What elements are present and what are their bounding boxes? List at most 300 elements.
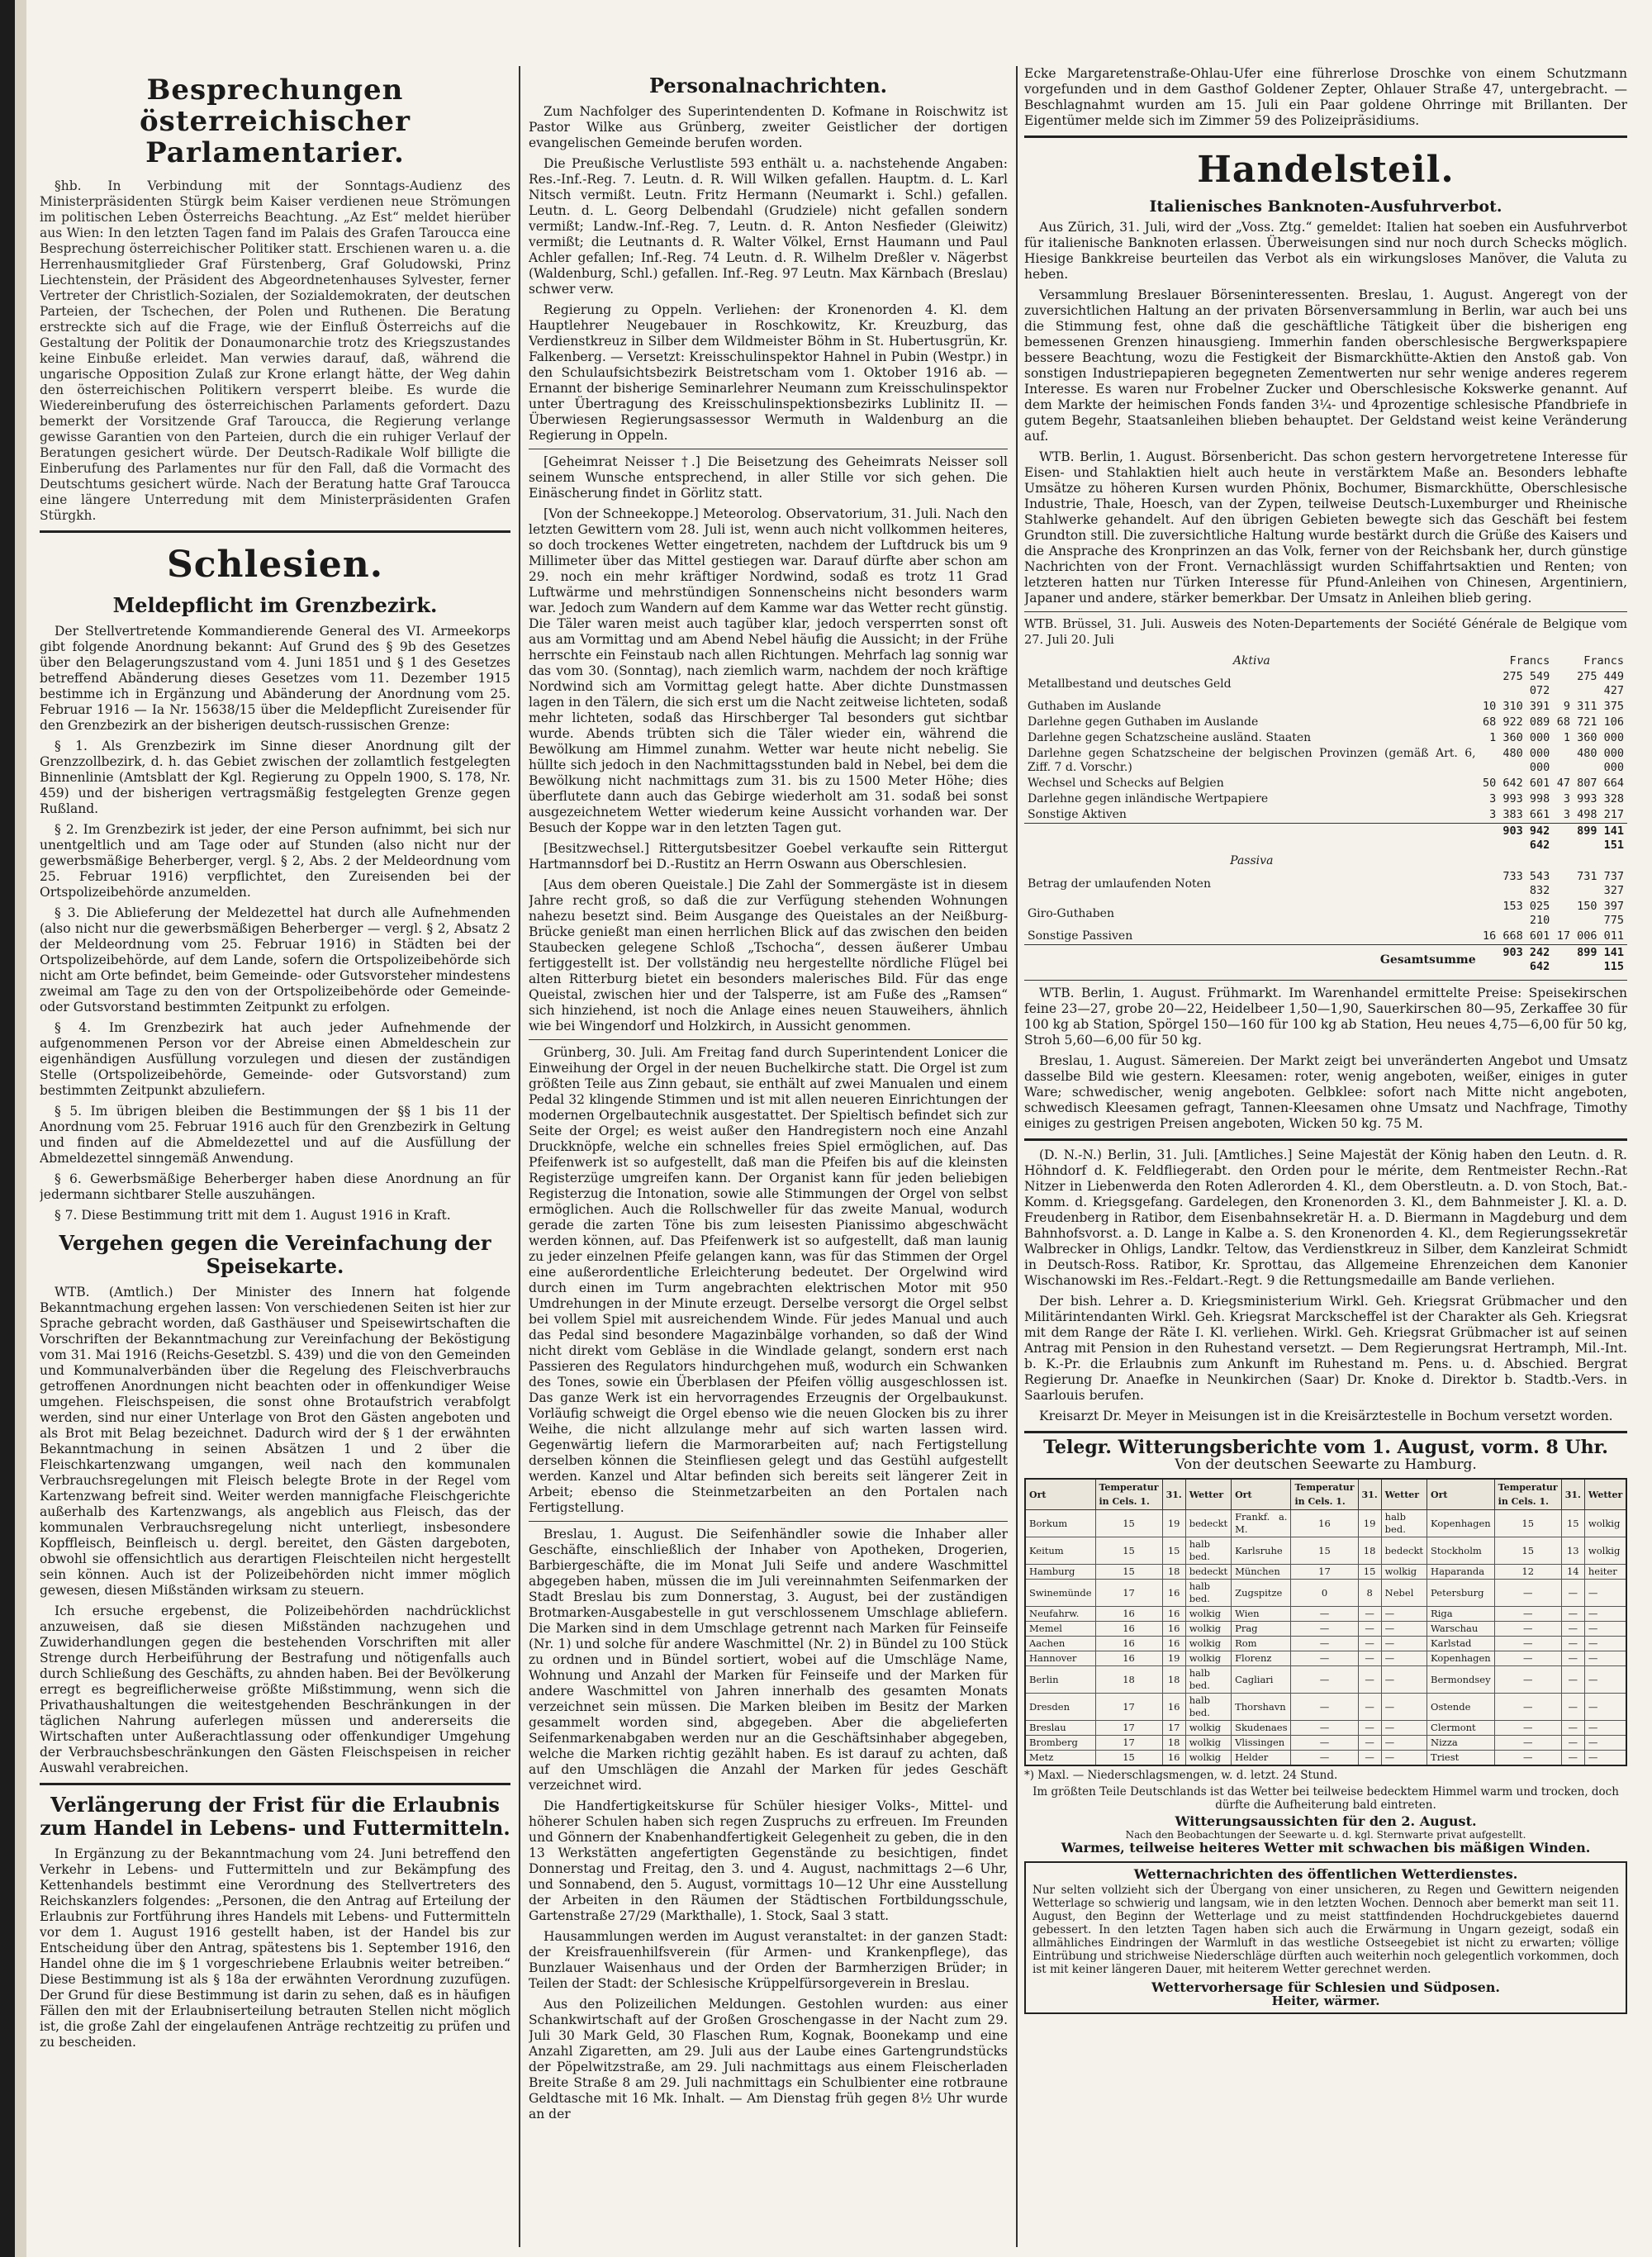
weather-cell: 17 [1095,1694,1162,1721]
weather-cell: 16 [1162,1580,1185,1607]
weather-row [1025,1637,1626,1651]
headline-speisekarte: Vergehen gegen die Vereinfachung der Speisekarte. [59,1231,491,1278]
divider [1024,611,1627,612]
weather-cell: 8 [1358,1580,1381,1607]
weather-cell: — [1494,1651,1561,1666]
scan-edge-shadow [15,0,26,2257]
table-cell: Giro-Guthaben [1028,906,1114,920]
section-divider [1024,135,1627,138]
table-row [1024,699,1627,715]
article-text: Ich ersuche ergebenst, die Polizeibehörden nachdrücklichst anzuweisen, daß sie diesen Mißständen nachzugehen und Zuwiderhandlungen gegen die bestehenden Vorschriften mit aller Strenge durch Herbeiführung der Bestrafung und nötigenfalls auch durch Schließung des Geschäfts, zu ahnden haben. Bei der Bevölkerung erregt es begreiflicherweise größte Mißstimmung, wenn sich die Privathaushaltungen die weitestgehenden Beschränkungen in der täglichen Nahrung auferlegen müssen und andererseits die Wirtschaften unter Außerachtlassung oder offenkundiger Umgehung der Verbrauchsbeschränkungen den Gästen Fleischspeisen in reicher Auswahl verabreichen. [40,1604,510,1775]
article-text: WTB. Berlin, 1. August. Börsenbericht. Das schon gestern hervorgetretene Interesse für Eisen- und Stahlaktien hielt auch heute in verstärktem Maße an. Besonders lebhafte Umsätze zu höheren Kursen wurden Phönix, Bochumer, Bismarckhütte, Oberschlesische Industrie, Thale, Hoesch, van der Zypen, teilweise Deutsch-Luxemburger und Rheinische Stahlwerke gehandelt. Auf den übrigen Gebieten bewegte sich das Geschäft bei festem Grundton still. Die zuversichtliche Haltung wurde bestärkt durch die Grüße des Kaisers und die Ansprache des Kronprinzen an das Volk, ferner von der Reichsbank her, durch günstige Nachrichten von der Front. Vernachlässigt wurden Schiffahrtsaktien und Renten; von letzteren hatten nur Türken Interesse für Pfund-Anleihen von Chinesen, Argentiniern, Japaner und andere, stärker bemerkbar. Der Umsatz in Anleihen blieb gering. [1024,449,1627,606]
weather-cell: — [1494,1637,1561,1651]
article-text: Aus Zürich, 31. Juli, wird der „Voss. Ztg.“ gemeldet: Italien hat soeben ein Ausfuhrverbot für italienische Banknoten erlassen. Überweisungen sind nur noch durch Schecks möglich. Hiesige Bankkreise beurteilen das Verbot als ein wirkungsloses Manöver, die Valuta zu heben. [1024,220,1627,282]
weather-row [1025,1666,1626,1694]
article-text: Der Stellvertretende Kommandierende General des VI. Armeekorps gibt folgende Anordnung bekannt: Auf Grund des § 9b des Gesetzes über den Belagerungszustand vom 4. Juni 1851 und § 1 des Gesetzes betreffend Abänderung dieses Gesetzes vom 11. Dezember 1915 bestimme ich in Ergänzung und Abänderung der Anordnung vom 25. Februar 1916 — Ia Nr. 15638/15 über die Meldepflicht Zureisender für den Grenzbezirk an der bisherigen deutsch-russischen Grenze: [40,624,510,733]
article-text: Kreisarzt Dr. Meyer in Meisungen ist in die Kreisärztestelle in Bochum versetzt worden. [1039,1409,1613,1423]
weather-cell: 18 [1358,1537,1381,1565]
table-cell: 68 922 089 [1483,715,1550,729]
article-text: Hausammlungen werden im August veranstaltet: in der ganzen Stadt: der Kreisfrauenhilfsverein (für Armen- und Krankenpflege), das Bunzlauer Waisenhaus und der Orden der Barmherzigen Brüder; in Teilen der Stadt: der Schlesische Krüppelfürsorgeverein in Breslau. [529,1929,1008,1991]
table-row [1024,869,1627,899]
article-text: In Ergänzung zu der Bekanntmachung vom 24. Juni betreffend den Verkehr in Lebens- und Futtermitteln und zur Bekämpfung des Kettenhandels bestimmt eine Verordnung des Stellvertreters des Reichskanzlers folgendes: „Personen, die den Antrag auf Erteilung der Erlaubnis zur Fortführung ihres Handels mit Lebens- und Futtermitteln vor dem 1. August 1916 gestellt haben, ist der Handel bis zur Entscheidung über den Antrag, spätestens bis 1. September 1916, den Handel ohne die im § 1 vorgeschriebene Erlaubnis weiter betreiben.“ Diese Bestimmung ist als § 18a der erwähnten Verordnung zuzufügen. Der Grund für diese Bestimmung ist darin zu sehen, daß es in häufigen Fällen den mit der Erlaubniserteilung betrauten Stellen nicht möglich ist, die große Zahl der eingelaufenen Anträge rechtzeitig zu prüfen und zu bescheiden. [40,1846,510,2050]
table-cell: 47 807 664 [1556,777,1624,790]
weather-row [1025,1580,1626,1607]
section-divider [40,530,510,533]
weather-service-box [1024,1861,1627,2014]
weather-cell: bedeckt [1381,1537,1427,1565]
weather-cell: — [1381,1751,1427,1766]
weather-cell: wolkig [1185,1651,1231,1666]
weather-cell: — [1494,1736,1561,1751]
table-cell: Darlehne gegen inländische Wertpapiere [1028,792,1269,805]
headline-frist: Verlängerung der Frist für die Erlaubnis zum Handel in Lebens- und Futtermitteln. [40,1793,510,1840]
weather-cell: Haparanda [1427,1565,1495,1580]
weather-col-header: Temperatur in Cels. 1. [1494,1479,1561,1510]
bank-statement-table [1024,653,1627,975]
weather-cell: Zugspitze [1232,1580,1291,1607]
scan-edge [0,0,15,2257]
article-text: [Von der Schneekoppe.] Meteorolog. Observatorium, 31. Juli. Nach den letzten Gewittern vom 28. Juli ist, wenn auch nicht vollkommen heiteres, so doch trockenes Wetter eingetreten, nachdem der Luftdruck bis um 9 Millimeter über das Mittel gestiegen war. Darauf dürfte aber schon am 29. noch ein mehr kräftiger Nordwind, sodaß es trotz 11 Grad Luftwärme und mehrstündigen Sonnenscheins nicht besonders warm war. Jedoch zum Wandern auf dem Kamme war das Wetter recht günstig. Die Täler waren meist auch tagüber klar, jedoch versperrten sonst oft aus am Vormittag und am Abend Nebel häufig die Aussicht; in der Frühe herrschte ein Feinstaub nach allen Richtungen. Mehrfach lag sonnig war das vom 30. (Sonntag), nach ziemlich warm, nachdem der noch kräftige Nordwind sich am Vormittag gelegt hatte. Aber dichte Dunstmassen lagen in den Tälern, die sich erst um die Nacht zeitweise lichteten, sodaß mehr lichteten, sodaß das Hirschberger Tal besonders gut sichtbar wurde. Abends trübten sich die Täler wieder ein, während die Bewölkung am Himmel zunahm. Wetter war heute nicht nebelig. Sie hüllte sich jedoch in den Nachmittagsstunden bald in Nebel, bei dem die Bewölkung nicht nachmittags zum 31. bis zu 1500 Meter Höhe; dies überflutete dann auch das Gebirge wiederholt am 31. sodaß bei sonst ausgezeichnetem Wetter wiederum keine Aussicht vorhanden war. Der Besuch der Koppe war in den letzten Tagen gut. [529,506,1008,835]
table-cell: Metallbestand und deutsches Geld [1028,677,1232,691]
weather-forecast-title: Wettervorhersage für Schlesien und Südposen. [1151,1979,1500,1995]
weather-cell: 16 [1162,1751,1185,1766]
weather-cell: — [1381,1736,1427,1751]
weather-col-header: Wetter [1185,1479,1231,1510]
table-row [1024,791,1627,807]
weather-row [1025,1651,1626,1666]
table-cell: 68 721 106 [1556,715,1624,729]
table-cell: 275 449 427 [1577,670,1624,697]
weather-forecast-text: Heiter, wärmer. [1271,1993,1380,2008]
table-row [1024,730,1627,746]
weather-cell: wolkig [1381,1565,1427,1580]
weather-col-header: Wetter [1381,1479,1427,1510]
weather-outlook-title: Witterungsaussichten für den 2. August. [1175,1813,1477,1829]
table-cell: Darlehne gegen Guthaben im Auslande [1028,715,1259,729]
table-cell: 3 993 328 [1563,792,1624,805]
weather-cell: halb bed. [1185,1694,1231,1721]
headline-meldepflicht: Meldepflicht im Grenzbezirk. [112,593,438,617]
article-text: WTB. (Amtlich.) Der Minister des Innern hat folgende Bekanntmachung ergehen lassen: Von verschiedenen Seiten ist hier zur Sprache gebracht worden, daß Gasthäuser und Speisewirtschaften die Vorschriften der Bekanntmachung zur Vereinfachung der Beköstigung vom 31. Mai 1916 (Reichs-Gesetzbl. S. 439) und die von den Gemeinden und Kommunalverbänden über die Regelung des Fleischverbrauchs getroffenen Anordnungen nicht beachten oder in offenkundiger Weise umgehen. Fleischspeisen, die sonst ohne Brotaufstrich verabfolgt werden, sind nur einer Unterlage von Brot den Gästen angeboten und als Brot mit Belag bezeichnet. Dadurch wird der § 1 der erwähnten Bekanntmachung in seinen Absätzen 1 und 2 über die Fleischkartenzwang umgangen, weil nach den kommunalen Verbrauchsregelungen mit Fleisch belegte Brote in der Regel vom Kartenzwang befreit sind. Weiter werden mannigfache Fleischgerichte außerhalb des Kartenzwangs, als angeblich aus Fleisch, das der kommunalen Verbrauchsregelung nicht unterliegt, insbesondere Kopffleisch, Beinfleisch u. dergl. bereitet, den Gästen dargeboten, obwohl sie offensichtlich aus derartigen Fleischteilen nicht hergestellt sein können. Auch ist der Polizeibehörden nicht immer möglich gewesen, diesen Mißständen wirksam zu steuern. [40,1285,510,1598]
weather-cell: wolkig [1185,1721,1231,1736]
bank-col-header: Francs [1509,654,1550,668]
weather-cell: — [1381,1694,1427,1721]
weather-col-header: Ort [1025,1479,1095,1510]
section-divider [1024,1138,1627,1141]
weather-cell: Hannover [1025,1651,1095,1666]
weather-cell: Helder [1232,1751,1291,1766]
weather-cell: Dresden [1025,1694,1095,1721]
article-text: Versammlung Breslauer Börseninteressenten. Breslau, 1. August. Angeregt von der zuversichtlichen Haltung an der privaten Börsenversammlung in Berlin, war auch bei uns die Stimmung fest, ohne daß die geschäftliche Tätigkeit über die bisherigen eng bemessenen Grenzen hinausgieng. Immerhin fanden oberschlesische Bergwerkspapiere bessere Beachtung, wozu die Festigkeit der Bismarckhütte-Aktien den Anstoß gab. Von sonstigen Industriepapieren begegneten Zementwerten nur sehr wenige anderes regerem Interesse. Es waren nur Frobelner Zucker und Oberschlesische Kokswerke genannt. Auf dem Markte der heimischen Fonds fanden 3¼- und 4prozentige schlesische Pfandbriefe in gutem Begehr, Staatsanleihen blieben behauptet. Der Geldstand weist keine Veränderung auf. [1024,287,1627,444]
weather-cell: Karlstad [1427,1637,1495,1651]
table-cell: Sonstige Passiven [1028,929,1133,943]
weather-cell: Warschau [1427,1622,1495,1637]
weather-row [1025,1565,1626,1580]
weather-cell: Aachen [1025,1637,1095,1651]
bank-total-value: 903 942 642 [1479,824,1554,854]
weather-cell: 18 [1162,1565,1185,1580]
weather-col-header: Ort [1232,1479,1291,1510]
divider [1024,980,1627,981]
table-cell: Sonstige Aktiven [1028,808,1127,821]
table-cell: Darlehne gegen Schatzscheine ausländ. Staaten [1028,731,1312,744]
weather-cell: 13 [1561,1537,1584,1565]
weather-cell: 17 [1291,1565,1358,1580]
bank-total-value: 903 242 642 [1479,945,1554,976]
table-row [1024,929,1627,945]
weather-cell: 15 [1095,1537,1162,1565]
weather-cell: Cagliari [1232,1666,1291,1694]
weather-cell: 15 [1162,1537,1185,1565]
weather-row [1025,1721,1626,1736]
weather-cell: — [1584,1666,1626,1694]
table-row [1024,746,1627,776]
section-divider [1024,1431,1627,1433]
weather-cell: — [1584,1637,1626,1651]
table-cell: 3 498 217 [1563,808,1624,821]
column-1 [40,66,510,2247]
weather-outlook-text: Warmes, teilweise heiteres Wetter mit schwachen bis mäßigen Winden. [1061,1840,1591,1855]
weather-col-header: 31. [1162,1479,1185,1510]
weather-report-subtitle: Von der deutschen Seewarte zu Hamburg. [1175,1456,1477,1473]
weather-cell: — [1561,1580,1584,1607]
weather-cell: Riga [1427,1607,1495,1622]
weather-col-header: Wetter [1584,1479,1626,1510]
table-cell: 731 737 327 [1577,870,1624,897]
weather-cell: — [1561,1751,1584,1766]
bank-total-label: Gesamtsumme [1024,945,1479,976]
weather-cell: 15 [1291,1537,1358,1565]
weather-cell: 16 [1162,1622,1185,1637]
weather-cell: wolkig [1185,1736,1231,1751]
weather-cell: wolkig [1185,1751,1231,1766]
weather-cell: Florenz [1232,1651,1291,1666]
weather-cell: — [1291,1607,1358,1622]
article-text: § 1. Als Grenzbezirk im Sinne dieser Anordnung gilt der Grenzzollbezirk, d. h. das Gebiet zwischen der zollamtlich festgelegten Binnenlinie (Amtsblatt der Kgl. Regierung zu Oppeln 1900, S. 178, Nr. 459) und der bisherigen vertragsmäßig festgelegten Grenze gegen Rußland. [40,739,510,816]
table-cell: 150 397 775 [1577,900,1624,927]
weather-cell: — [1494,1666,1561,1694]
weather-cell: — [1358,1666,1381,1694]
table-row [1024,807,1627,824]
weather-cell: — [1584,1651,1626,1666]
weather-cell: — [1584,1751,1626,1766]
weather-cell: halb bed. [1185,1666,1231,1694]
weather-cell: — [1494,1751,1561,1766]
headline-parlamentarier: Besprechungen österreichischer Parlamentarier. [140,74,411,169]
weather-cell: 18 [1162,1666,1185,1694]
weather-row [1025,1607,1626,1622]
article-text: § 4. Im Grenzbezirk hat auch jeder Aufnehmende der aufgenommenen Person vor der Abreise einen Abmeldeschein zur eigenhändigen Ausfüllung vorzulegen und diesen der zuständigen Stelle (Ortspolizeibehörde, Gemeinde- oder Gutsvorstand) zum bestimmten Zeitpunkt abzuliefern. [40,1020,510,1098]
weather-cell: — [1381,1607,1427,1622]
weather-cell: — [1291,1637,1358,1651]
weather-cell: — [1561,1721,1584,1736]
weather-cell: Hamburg [1025,1565,1095,1580]
weather-cell: 15 [1561,1510,1584,1537]
weather-row [1025,1736,1626,1751]
weather-cell: 16 [1162,1694,1185,1721]
table-cell: Betrag der umlaufenden Noten [1028,877,1211,891]
weather-cell: 16 [1291,1510,1358,1537]
weather-col-header: 31. [1358,1479,1381,1510]
article-text: Grünberg, 30. Juli. Am Freitag fand durch Superintendent Lonicer die Einweihung der Orgel in der neuen Buchelkirche statt. Die Orgel ist zum größten Teile aus Zinn gebaut, sie enthält auf zwei Manualen und einem Pedal 32 klingende Stimmen und ist mit allen neueren Einrichtungen der modernen Orgelbautechnik ausgestattet. Der Spieltisch befindet sich zur Seite der Orgel; es weist außer den Handregistern noch eine Anzahl Druckknöpfe, welche ein schnelles freies Spiel ermöglichen, auf. Das Pfeifenwerk ist so aufgestellt, daß man die Pfeifen bis auf die kleinsten Registerzüge umgreifen kann. Der Organist kann für jeden beliebigen Registerzug die Intonation, sowie alle Stimmungen der Orgel von selbst ermöglichen. Auch die Rollschweller für das zweite Manual, wodurch gerade die zarten Töne bis zum leisesten Pianissimo abgeschwächt werden können, auf. Das Pfeifenwerk ist so aufgestellt, daß man launig zu jeder einzelnen Pfeife gelangen kann, was für das Stimmen der Orgel eine außerordentliche Erleichterung bedeutet. Der Orgelwind wird durch einen im Turm angebrachten elektrischen Motor mit 950 Umdrehungen in der Minute erzeugt. Derselbe versorgt die Orgel selbst bei vollem Spiel mit ausreichendem Winde. Für jedes Manual und auch das Pedal sind besondere Magazinbälge vorhanden, so daß der Wind nicht direkt vom Gebläse in die Windlade gelangt, sondern erst nach Passieren des Regulators hindurchgehen muß, wodurch ein Schwanken des Tones, sowie ein Überblasen der Pfeifen völlig ausgeschlossen ist. Das ganze Werk ist ein hervorragendes Erzeugnis der Orgelbaukunst. Vorläufig schweigt die Orgel ebenso wie die neuen Glocken bis zu ihrer Weihe, die nicht allzulange mehr auf sich warten lassen wird. Gegenwärtig liefern die Marmorarbeiten auf; nach Fertigstellung derselben können die Steinfliesen gelegt und das Gestühl aufgestellt werden. Kanzel und Altar befinden sich bereits seit längerer Zeit in Arbeit; ebenso die Steinmetzarbeiten an den Portalen nach Fertigstellung. [529,1045,1008,1515]
weather-footnote: *) Maxl. — Niederschlagsmengen, w. d. letzt. 24 Stund. [1024,1769,1338,1782]
weather-cell: — [1494,1694,1561,1721]
weather-cell: — [1561,1651,1584,1666]
weather-cell: — [1291,1736,1358,1751]
table-cell: 3 383 661 [1489,808,1550,821]
table-cell: 153 025 210 [1502,900,1550,927]
article-text: § 3. Die Ablieferung der Meldezettel hat durch alle Aufnehmenden (also nicht nur die gewerbsmäßigen Beherberger — vergl. § 2, Absatz 2 der Meldeordnung vom 25. Februar 1916) in Städten bei der Ortspolizeibehörde, auf dem Lande, sofern die Ortspolizeibehörde sich nicht am Orte befindet, beim Gemeinde- oder Gutsvorsteher mindestens zweimal am Tage zu den von der Ortspolizeibehörde oder Gemeinde- oder Gutsvorstand bestimmten Zeitpunkt zu erfolgen. [40,905,510,1014]
weather-cell: 0 [1291,1580,1358,1607]
table-row [1024,715,1627,730]
column-rule [519,66,520,2247]
weather-cell: Stockholm [1427,1537,1495,1565]
weather-service-title: Wetternachrichten des öffentlichen Wetterdienstes. [1133,1866,1518,1882]
weather-cell: — [1291,1666,1358,1694]
weather-report-title: Telegr. Witterungsberichte vom 1. August, vorm. 8 Uhr. [1043,1437,1608,1458]
weather-cell: Bromberg [1025,1736,1095,1751]
table-cell: 16 668 601 [1483,929,1550,943]
weather-cell: 16 [1162,1607,1185,1622]
weather-cell: — [1584,1694,1626,1721]
table-cell: 480 000 000 [1577,747,1624,774]
article-text: [Geheimrat Neisser †.] Die Beisetzung des Geheimrats Neisser soll seinem Wunsche entsprechend, in aller Stille vor sich gehen. Die Einäscherung findet in Görlitz statt. [529,454,1008,501]
weather-col-header: Temperatur in Cels. 1. [1095,1479,1162,1510]
weather-cell: wolkig [1185,1622,1231,1637]
weather-cell: wolkig [1584,1537,1626,1565]
weather-cell: Prag [1232,1622,1291,1637]
weather-cell: — [1381,1666,1427,1694]
weather-cell: Rom [1232,1637,1291,1651]
weather-cell: 16 [1162,1637,1185,1651]
weather-cell: halb bed. [1185,1580,1231,1607]
weather-cell: Memel [1025,1622,1095,1637]
article-text: Der bish. Lehrer a. D. Kriegsministerium Wirkl. Geh. Kriegsrat Grübmacher und den Militärintendanten Wirkl. Geh. Kriegsrat Marckscheffel ist der Charakter als Geh. Kriegsrat mit dem Range der Räte I. Kl. verliehen. Wirkl. Geh. Kriegsrat Grübmacher ist auf seinen Antrag mit Pension in den Ruhestand versetzt. — Dem Regierungsrat Hertramph, Mil.-Int. b. K.-Pr. die Erlaubnis zum Ankunft im Ruhestand m. Pens. u. d. Abschied. Bergrat Regierung Dr. Anaefke in Neunkirchen (Saar) Dr. Knoke d. Direktor b. Stadtb.-Vers. in Saarlouis berufen. [1024,1294,1627,1403]
weather-cell: wolkig [1584,1510,1626,1537]
weather-row [1025,1694,1626,1721]
article-text: Breslau, 1. August. Die Seifenhändler sowie die Inhaber aller Geschäfte, einschließlich der Inhaber von Apotheken, Drogerien, Barbiergeschäfte, die im Monat Juli Seife und andere Waschmittel abgegeben haben, müssen die im Juli vereinnahmten Seifenmarken der Stadt Breslau bis zum Donnerstag, 3. August, bei der zuständigen Brotmarken-Ausgabestelle in gut verschlossenem Umschlage abliefern. Die Marken sind in dem Umschlage getrennt nach Marken für Feinseife (Nr. 1) und solche für andere Waschmittel (Nr. 2) in Bündel zu 100 Stück zu ordnen und in Bündel sortiert, wobei auf die Umschläge Name, Wohnung und Anzahl der Marken für Feinseife und der Marken für andere Waschmittel von Jahren innerhalb des gesamten Monats verzeichnet sein müssen. Die Marken bleiben im Besitz der Marken gesammelt worden sind, abgegeben. Aber die abgelieferten Seifenmarkenabgaben werden nur an die Geschäftsinhaber abgegeben, welche die Marken richtig gezählt haben. Es ist darauf zu achten, daß auf den Umschlägen die Anzahl der Marken für jedes Geschäft verzeichnet wird. [529,1527,1008,1793]
weather-cell: — [1358,1607,1381,1622]
bank-col-header: Francs [1583,654,1624,668]
weather-cell: — [1494,1607,1561,1622]
weather-cell: 19 [1162,1651,1185,1666]
weather-cell: 19 [1358,1510,1381,1537]
article-text: Die Handfertigkeitskurse für Schüler hiesiger Volks-, Mittel- und höherer Schulen haben sich regen Zuspruchs zu erfreuen. Im Freunden und Gönnern der Knabenhandfertigkeit Gelegenheit zu geben, die in den 13 Werkstätten angefertigten Gegenstände zu besichtigen, findet Donnerstag und Freitag, den 3. und 4. August, nachmittags 2—6 Uhr, und Sonnabend, den 5. August, vormittags 10—12 Uhr eine Ausstellung der Arbeiten in den Räumen der Städtischen Fortbildungsschule, Gartenstraße 27/29 (Markthalle), 1. Stock, Saal 3 statt. [529,1798,1008,1923]
weather-cell: 17 [1095,1736,1162,1751]
weather-cell: — [1561,1607,1584,1622]
weather-cell: — [1291,1651,1358,1666]
headline-italien: Italienisches Banknoten-Ausfuhrverbot. [1149,197,1502,216]
weather-cell: Petersburg [1427,1580,1495,1607]
weather-cell: — [1381,1622,1427,1637]
weather-cell: Berlin [1025,1666,1095,1694]
weather-cell: 16 [1095,1637,1162,1651]
article-text: § 6. Gewerbsmäßige Beherberger haben diese Anordnung an für jedermann sichtbarer Stelle auszuhängen. [40,1171,510,1202]
weather-cell: — [1358,1694,1381,1721]
section-title-schlesien: Schlesien. [166,544,384,586]
table-cell: Guthaben im Auslande [1028,700,1161,713]
weather-col-header: Ort [1427,1479,1495,1510]
column-3 [1024,66,1627,2247]
table-cell: Darlehne gegen Schatzscheine der belgischen Provinzen (gemäß Art. 6, Ziff. 7 d. Vorschr.) [1028,747,1476,774]
weather-cell: Nizza [1427,1736,1495,1751]
weather-cell: — [1381,1721,1427,1736]
weather-cell: 17 [1095,1721,1162,1736]
weather-cell: — [1381,1637,1427,1651]
weather-cell: Ostende [1427,1694,1495,1721]
weather-cell: — [1494,1622,1561,1637]
weather-cell: — [1494,1580,1561,1607]
weather-cell: Swinemünde [1025,1580,1095,1607]
weather-cell: Kopenhagen [1427,1510,1495,1537]
weather-cell: halb bed. [1185,1537,1231,1565]
weather-cell: Wien [1232,1607,1291,1622]
table-cell: 9 311 375 [1563,700,1624,713]
bank-total-value: 899 141 151 [1553,824,1627,854]
weather-cell: Clermont [1427,1721,1495,1736]
weather-col-header: Temperatur in Cels. 1. [1291,1479,1358,1510]
weather-cell: — [1358,1622,1381,1637]
weather-cell: 15 [1095,1751,1162,1766]
weather-cell: 15 [1358,1565,1381,1580]
divider [529,1039,1008,1040]
weather-cell: Thorshavn [1232,1694,1291,1721]
bank-section-label: Passiva [1230,854,1274,867]
weather-service-text: Nur selten vollzieht sich der Übergang von einer unsicheren, zu Regen und Gewittern neigenden Wetterlage so schwierig und langsam, wie in den letzten Wochen. Dennoch aber bemerkt man seit 11. August, den Beginn der Wetterlage und zu meist stattfindenden Hochdruckgebietes dauernd gebessert. In den letzten Tagen haben sich auch die Erwärmung in Ungarn gezeigt, sodaß ein allmähliches Eindringen der Warmluft in das westliche Ostseegebiet ist nicht zu erwarten; völlige Eintrübung und strichweise Niederschläge dürften auch weiterhin noch gelegentlich vorkommen, doch ist mit keiner längeren Dauer, mit heiterem Wetter gerechnet werden. [1032,1884,1619,1976]
weather-cell: 18 [1162,1736,1185,1751]
table-row [1024,776,1627,791]
bank-total-label [1024,824,1479,854]
weather-cell: — [1358,1736,1381,1751]
weather-cell: 17 [1162,1721,1185,1736]
weather-cell: — [1561,1694,1584,1721]
column-rule [1016,66,1018,2247]
weather-cell: 15 [1095,1510,1162,1537]
weather-cell: — [1291,1751,1358,1766]
weather-cell: Borkum [1025,1510,1095,1537]
weather-cell: — [1561,1736,1584,1751]
table-cell: 10 310 391 [1483,700,1550,713]
table-cell: Wechsel und Schecks auf Belgien [1028,777,1224,790]
table-cell: 17 006 011 [1556,929,1624,943]
bank-total-value: 899 141 115 [1553,945,1627,976]
article-text: § 2. Im Grenzbezirk ist jeder, der eine Person aufnimmt, bei sich nur unentgeltlich und am Tage oder auf Stunden (also nicht nur der gewerbsmäßige Beherberger, vergl. § 2, Abs. 2 der Meldeordnung vom 25. Februar 1916) verpflichtet, den Zureisenden bei der Ortspolizeibehörde anzumelden. [40,822,510,900]
table-cell: 1 360 000 [1563,731,1624,744]
weather-outlook-source: Nach den Beobachtungen der Seewarte u. d. kgl. Sternwarte privat aufgestellt. [1125,1829,1526,1841]
article-text: Regierung zu Oppeln. Verliehen: der Kronenorden 4. Kl. dem Hauptlehrer Neugebauer in Roschkowitz, Kr. Kreuzburg, das Verdienstkreuz in Silber dem Wildmeister Böhm in St. Hubertusgrün, Kr. Falkenberg. — Versetzt: Kreisschulinspektor Hahnel in Pubin (Westpr.) in den Schulaufsichtsbezirk Beistretscham vom 1. Oktober 1916 ab. — Ernannt der bisherige Seminarlehrer Neumann zum Kreisschulinspektor unter Übertragung des Kreisschulinspektionsbezirks Lublinitz II. — Überwiesen Regierungsassessor Wermuth in Waldenburg an die Regierung in Oppeln. [529,302,1008,443]
weather-cell: Nebel [1381,1580,1427,1607]
article-text: Zum Nachfolger des Superintendenten D. Kofmane in Roischwitz ist Pastor Wilke aus Grünberg, zweiter Geistlicher der dortigen evangelischen Gemeinde berufen worden. [529,104,1008,150]
weather-cell: 15 [1494,1510,1561,1537]
table-cell: 480 000 000 [1502,747,1550,774]
bank-report-heading: WTB. Brüssel, 31. Juli. Ausweis des Noten-Departements der Société Générale de Belgique vom 27. Juli 20. Juli [1024,618,1627,647]
weather-cell: 16 [1095,1622,1162,1637]
weather-cell: 18 [1095,1666,1162,1694]
article-text: § 5. Im übrigen bleiben die Bestimmungen der §§ 1 bis 11 der Anordnung vom 25. Februar 1916 auch für den Grenzbezirk in Geltung und finden auf die Abmeldezettel und auf die Ausfüllung der Abmeldezettel sinngemäß Anwendung. [40,1104,510,1166]
weather-cell: 15 [1095,1565,1162,1580]
article-text: Breslau, 1. August. Sämereien. Der Markt zeigt bei unveränderten Angebot und Umsatz dasselbe Bild wie gestern. Kleesamen: roter, wenig angeboten, weißer, einiges in guter Ware; schwedischer, wenig angeboten. Gelbklee: sofort nach Mitte nicht angeboten, schwedisch Kleesamen gefragt, Tannen-Kleesamen ohne Umsatz und Nachfrage, Timothy einiges zu gestrigen Preisen angeboten, Wicken 50 kg. 75 M. [1024,1053,1627,1131]
weather-cell: Skudenaes [1232,1721,1291,1736]
weather-cell: 16 [1095,1651,1162,1666]
article-text: Die Preußische Verlustliste 593 enthält u. a. nachstehende Angaben: Res.-Inf.-Reg. 7. Leutn. d. R. Will Wilken gefallen. Hauptm. d. L. Karl Nitsch vermißt. Leutn. Fritz Hermann (Neumarkt i. Schl.) gefallen. Leutn. d. L. Georg Delbendahl (Grudziele) nicht gefallen sondern vermißt; Landw.-Inf.-Reg. 7, Leutn. d. R. Anton Nesfieder (Gleiwitz) vermißt; die Leutnants d. R. Walter Völkel, Ernst Haumann und Paul Achler gefallen; Inf.-Reg. 74 Leutn. d. R. Wilhelm Dreßler v. Nägerbst (Waldenburg, Schl.) gefallen. Inf.-Reg. 97 Leutn. Max Kärnbach (Breslau) schwer verw. [529,156,1008,297]
weather-col-header: 31. [1561,1479,1584,1510]
weather-cell: — [1561,1666,1584,1694]
table-cell: 733 543 832 [1502,870,1550,897]
weather-cell: — [1584,1580,1626,1607]
weather-cell: Kopenhagen [1427,1651,1495,1666]
weather-cell: 12 [1494,1565,1561,1580]
section-title-handelsteil: Handelsteil. [1197,149,1455,191]
weather-row [1025,1622,1626,1637]
article-text: [Besitzwechsel.] Rittergutsbesitzer Goebel verkaufte sein Rittergut Hartmannsdorf bei D.-Rustitz an Herrn Oswann aus Oberschlesien. [529,841,1008,872]
article-text: Aus den Polizeilichen Meldungen. Gestohlen wurden: aus einer Schankwirtschaft auf der Großen Groschengasse in der Nacht zum 29. Juli 30 Mark Geld, 30 Flaschen Rum, Kognak, Boonekamp und eine Anzahl Zigaretten, am 29. Juli aus der Laube eines Gartengrundstücks der Pöpelwitzstraße, am 29. Juli nachmittags aus einem Fleischerladen Breite Straße 8 am 29. Juli nachmittags ein Schulbienter eine rotbraune Geldtasche mit 16 Mk. Inhalt. — Am Dienstag früh gegen 8½ Uhr wurde an der [529,1997,1008,2122]
weather-cell: wolkig [1185,1607,1231,1622]
divider [529,1521,1008,1522]
weather-cell: — [1584,1622,1626,1637]
weather-cell: Breslau [1025,1721,1095,1736]
table-cell: 1 360 000 [1489,731,1550,744]
bank-section-label: Aktiva [1232,654,1270,668]
table-row [1024,899,1627,929]
article-text: Ecke Margaretenstraße-Ohlau-Ufer eine führerlose Droschke von einem Schutzmann vorgefunden und in dem Gasthof Goldener Zepter, Ohlauer Straße 47, untergebracht. — Beschlagnahmt wurden am 15. Juli ein Paar goldene Ohrringe mit Brillanten. Der Eigentümer melde sich im Zimmer 59 des Polizeipräsidiums. [1024,66,1627,128]
weather-summary: Im größten Teile Deutschlands ist das Wetter bei teilweise bedecktem Himmel warm und trocken, doch dürfte die Aufheiterung bald eintreten. [1032,1785,1619,1812]
weather-cell: wolkig [1185,1637,1231,1651]
weather-cell: — [1291,1622,1358,1637]
article-text: [Aus dem oberen Queistale.] Die Zahl der Sommergäste ist in diesem Jahre recht groß, so daß die zur Verfügung stehenden Wohnungen nahezu besetzt sind. Beim Ausgange des Queistales an der Neißburg-Brücke genießt man einen herrlichen Blick auf das zwischen den beiden Staubecken gelegene Schloß „Tschocha“, dessen äußerer Umbau fertiggestellt ist. Der vollständig neu hergestellte nördliche Flügel bei alten Ritterburg bietet ein besonders malerisches Bild. Für das enge Queistal, zwischen hier und der Talsperre, ist am Fuße des „Ramsen“ sich hinziehend, ist noch die Anlage eines neuen Stauweihers, ähnlich wie bei Wingendorf und Holzkirch, in Aussicht genommen. [529,877,1008,1033]
headline-personalnachrichten: Personalnachrichten. [649,74,887,97]
weather-cell: heiter [1584,1565,1626,1580]
weather-cell: München [1232,1565,1291,1580]
weather-row [1025,1751,1626,1766]
section-divider [40,1783,510,1785]
weather-cell: Keitum [1025,1537,1095,1565]
weather-row [1025,1510,1626,1537]
weather-table [1024,1478,1627,1766]
weather-cell: Metz [1025,1751,1095,1766]
article-text: § 7. Diese Bestimmung tritt mit dem 1. August 1916 in Kraft. [55,1208,451,1223]
article-text: WTB. Berlin, 1. August. Frühmarkt. Im Warenhandel ermittelte Preise: Speisekirschen feine 23—27, grobe 20—22, Heidelbeer 1,50—1,90, Sauerkirschen 80—95, Zerkaffee 30 für 100 kg ab Station, Spörgel 150—160 für 100 kg ab Station, Heu neues 4,75—6,00 für 50 kg, Stroh 5,60—6,00 für 50 kg. [1024,986,1627,1048]
weather-cell: bedeckt [1185,1565,1231,1580]
weather-cell: — [1358,1651,1381,1666]
weather-row [1025,1537,1626,1565]
column-2 [529,66,1008,2247]
weather-cell: — [1291,1721,1358,1736]
weather-cell: — [1358,1721,1381,1736]
weather-cell: — [1381,1651,1427,1666]
article-text: §hb. In Verbindung mit der Sonntags-Audienz des Ministerpräsidenten Stürgk beim Kaiser verdienen neue Strömungen im politischen Leben Österreichs Beachtung. „Az Est“ meldet hierüber aus Wien: In den letzten Tagen fand im Palais des Grafen Taroucca eine Besprechung österreichischer Politiker statt. Erschienen waren u. a. die Herrenhausmitglieder Graf Fürstenberg, Graf Goludowski, Prinz Liechtenstein, der Präsident des Abgeordnetenhauses Sylvester, ferner Vertreter der Christlich-Sozialen, der Sozialdemokraten, der deutschen Parteien, der Tschechen, der Polen und Ruthenen. Die Beratung erstreckte sich auf die Frage, wie der Einfluß Österreichs auf die Gestaltung der Politik der Donaumonarchie trotz des Kriegszustandes keine Einbuße erleidet. Man verwies darauf, daß, während die ungarische Opposition Zulaß zur Krone erlangt hätte, der Weg dahin den österreichischen Politikern versperrt bleibe. Es wurde die Wiedereinberufung des österreichischen Parlaments gefordert. Dazu bemerkt der Vorsitzende Graf Taroucca, die Regierung verlange gewisse Garantien von den Parteien, durch die ein ruhiger Verlauf der Beratungen gesichert würde. Der Deutsch-Radikale Wolf billigte die Einberufung des Parlamentes nur für den Fall, daß die Vormacht des Deutschtums gesichert würde. Nach der Beratung hatte Graf Taroucca eine längere Unterredung mit dem Ministerpräsidenten Grafen Stürgkh. [40,178,510,523]
table-cell: 50 642 601 [1483,777,1550,790]
weather-cell: bedeckt [1185,1510,1231,1537]
weather-cell: Karlsruhe [1232,1537,1291,1565]
weather-cell: halb bed. [1381,1510,1427,1537]
article-text: (D. N.-N.) Berlin, 31. Juli. [Amtliches.] Seine Majestät der König haben den Leutn. d. R. Höhndorf d. K. Feldfliegerabt. den Orden pour le mérite, dem Rentmeister Rechn.-Rat Nitzer in Liebenwerda den Roten Adlerorden 4. Kl., dem Oberstleutn. a. D. von Stoch, Bat.-Komm. d. Kriegsgefang. Gardelegen, den Kronenorden 3. Kl., dem Bahnmeister J. Kl. a. D. Freudenberg in Ratibor, dem Eisenbahnsekretär H. a. D. Biermann in Magdeburg und dem Bahnhofsvorst. a. D. Lange in Kalbe a. S. den Kronenorden 4. Kl., dem Regierungssekretär Walbrecker in Ohligs, Landkr. Teltow, das Verdienstkreuz in Silber, dem Kanzleirat Schmidt in Deutsch-Ross. Ratibor, Kr. Sprottau, das Allgemeine Ehrenzeichen dem Kanonier Wischanowski im Res.-Feldart.-Regt. 9 die Rettungsmedaille am Bande verliehen. [1024,1148,1627,1288]
weather-cell: 14 [1561,1565,1584,1580]
weather-cell: Vlissingen [1232,1736,1291,1751]
weather-cell: 15 [1494,1537,1561,1565]
weather-cell: Frankf. a. M. [1232,1510,1291,1537]
weather-cell: — [1358,1751,1381,1766]
weather-cell: Neufahrw. [1025,1607,1095,1622]
weather-cell: 16 [1095,1607,1162,1622]
weather-cell: — [1358,1637,1381,1651]
weather-cell: — [1584,1721,1626,1736]
table-cell: 3 993 998 [1489,792,1550,805]
weather-cell: — [1494,1721,1561,1736]
weather-cell: Triest [1427,1751,1495,1766]
weather-cell: 19 [1162,1510,1185,1537]
table-cell: 275 549 072 [1502,670,1550,697]
weather-cell: — [1584,1736,1626,1751]
